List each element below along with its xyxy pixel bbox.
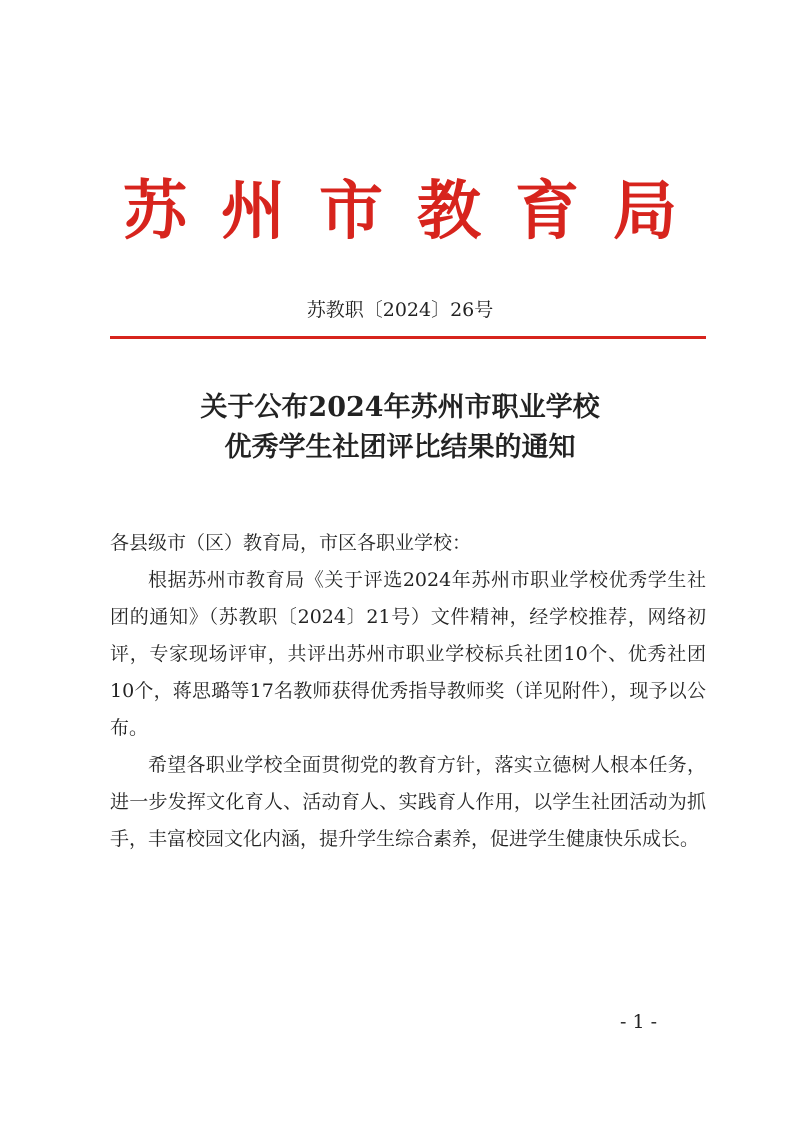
red-divider-line (110, 336, 706, 339)
notice-title (0, 388, 800, 468)
notice-title-line-1: 关于公布2024年苏州市职业学校 (200, 392, 600, 423)
body-paragraph-1: 根据苏州市教育局《关于评选2024年苏州市职业学校优秀学生社团的通知》（苏教职〔2024〕21号）文件精神，经学校推荐，网络初评，专家现场评审，共评出苏州市职业学校标兵社团10个、优秀社团10个，蒋思璐等17名教师获得优秀指导教师奖（详见附件），现予以公布。 (110, 569, 706, 739)
salutation: 各县级市（区）教育局，市区各职业学校： (110, 532, 472, 554)
document-number: 苏教职〔2024〕26号 (306, 299, 494, 321)
organization-header: 苏州市教育局 (123, 174, 711, 249)
notice-title-line-2: 优秀学生社团评比结果的通知 (224, 432, 576, 463)
notice-body (110, 525, 706, 858)
page-number: - 1 - (620, 1011, 658, 1033)
body-paragraph-2: 希望各职业学校全面贯彻党的教育方针，落实立德树人根本任务，进一步发挥文化育人、活动育人、实践育人作用，以学生社团活动为抓手，丰富校园文化内涵，提升学生综合素养，促进学生健康快乐成长。 (110, 754, 706, 850)
